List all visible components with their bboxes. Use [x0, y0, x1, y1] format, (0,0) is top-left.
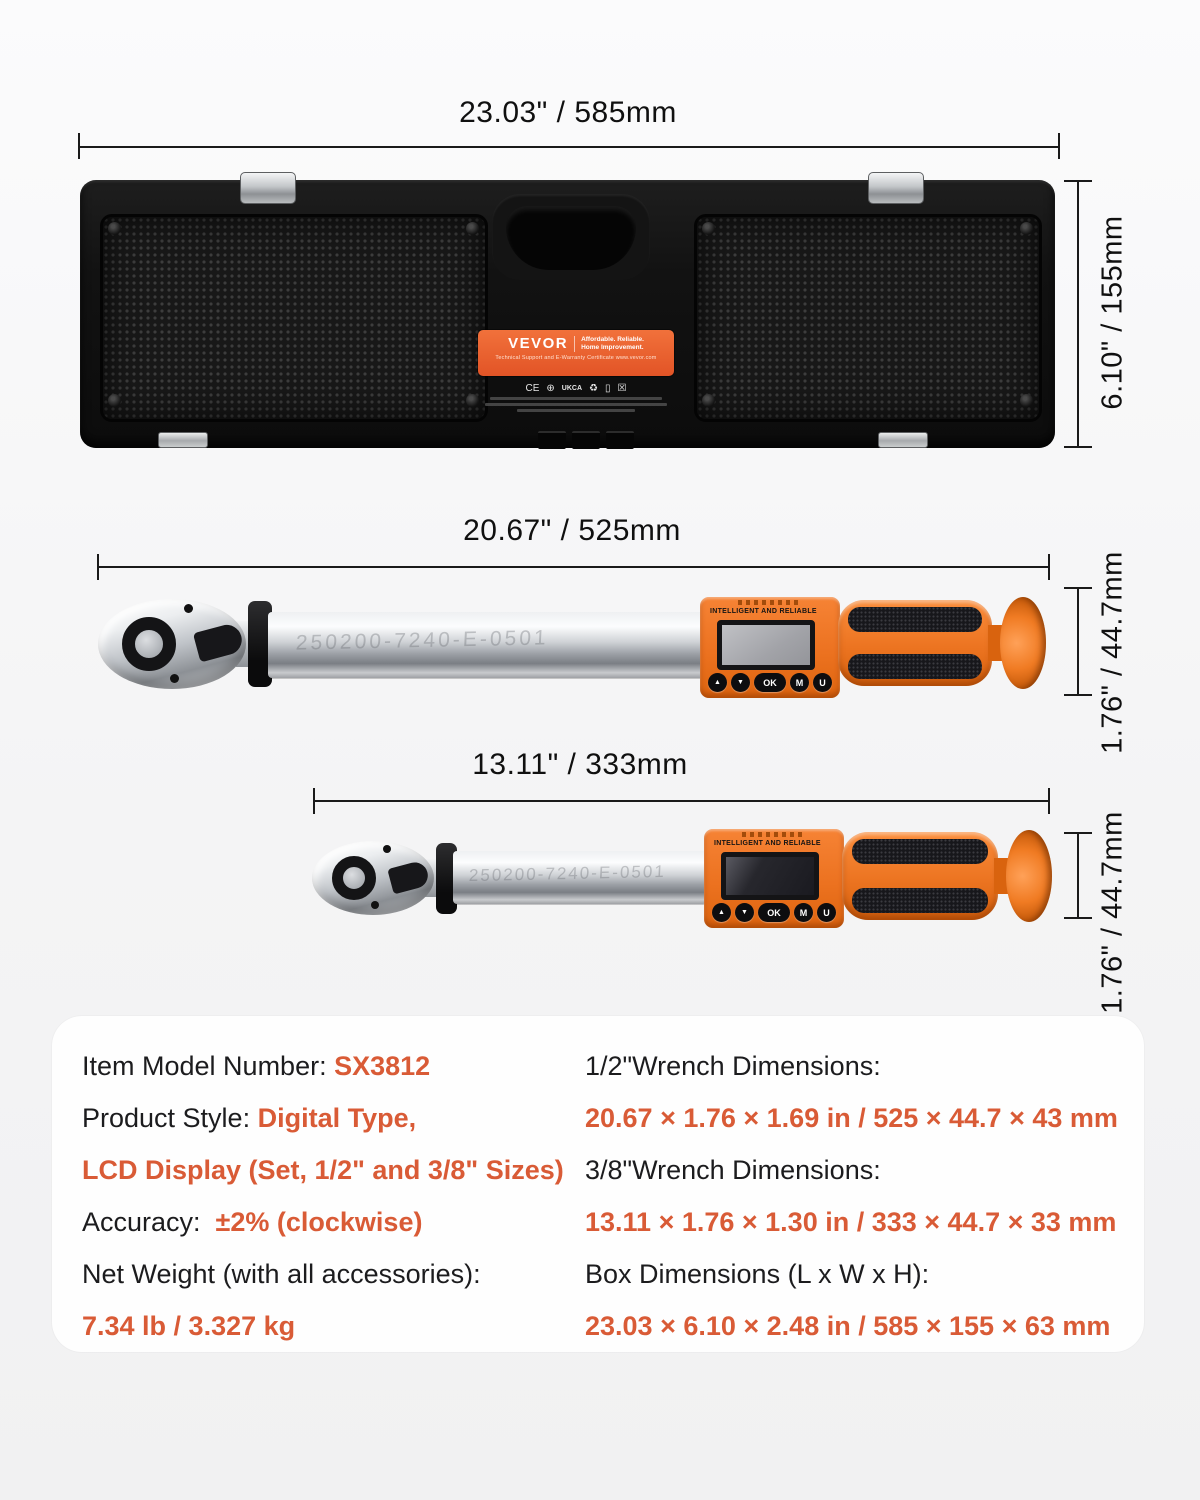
shaft-engraving: 250200-7240-E-0501 [468, 861, 667, 886]
case-height-dimension-label: 6.10" / 155mm [1096, 215, 1129, 410]
battery-icon: ▯ [605, 383, 611, 394]
m-button: M [790, 673, 809, 692]
label-subline: Technical Support and E-Warranty Certificate www.vevor.com [495, 355, 657, 361]
screw-icon [1020, 394, 1033, 407]
up-button: ▲ [708, 673, 727, 692]
ok-button: OK [754, 673, 786, 692]
screw-icon [702, 222, 715, 235]
display-module-title: INTELLIGENT AND RELIABLE [714, 840, 821, 847]
down-button: ▼ [731, 673, 750, 692]
case-handle-opening [506, 206, 636, 270]
spec-label: Box Dimensions (L x W x H): [585, 1259, 930, 1289]
lcd-screen [717, 620, 815, 670]
screw-icon [108, 394, 121, 407]
spec-value: ±2% (clockwise) [215, 1207, 423, 1237]
wrench-half-length-line [97, 566, 1050, 568]
spec-label: Net Weight (with all accessories): [82, 1259, 481, 1289]
ok-button: OK [758, 903, 790, 922]
spec-row [585, 1098, 1130, 1150]
head-pin-icon [184, 604, 193, 613]
spec-row [82, 1150, 582, 1202]
head-pin-icon [371, 901, 379, 909]
spec-value: 13.11 × 1.76 × 1.30 in / 333 × 44.7 × 33 mm [585, 1207, 1117, 1237]
case-latch-right [868, 172, 924, 204]
recycle-icon: ♻ [589, 383, 598, 394]
case-latch-left [240, 172, 296, 204]
end-cap [1000, 597, 1046, 689]
spec-label: Item Model Number: [82, 1051, 335, 1081]
spec-panel [52, 1016, 1144, 1352]
head-pin-icon [170, 674, 179, 683]
spec-column-left [82, 1046, 582, 1358]
hinge-tab [572, 431, 600, 449]
case-width-dimension-line [78, 146, 1060, 148]
grip-texture [852, 839, 988, 864]
dimension-tick [1048, 554, 1050, 580]
spec-label: 3/8"Wrench Dimensions: [585, 1155, 881, 1185]
digital-display-module [700, 597, 840, 698]
wrench-half-height-line [1077, 588, 1079, 695]
spec-row [585, 1254, 1130, 1306]
spec-value: 7.34 lb / 3.327 kg [82, 1311, 296, 1341]
spec-label: Product Style: [82, 1103, 258, 1133]
spec-label: Accuracy: [82, 1207, 216, 1237]
waste-bin-icon: ☒ [617, 383, 627, 394]
digital-display-module [704, 829, 844, 928]
wrench-half-height-label: 1.76" / 44.7mm [1096, 551, 1129, 754]
lcd-screen [721, 852, 819, 900]
spec-row [585, 1202, 1130, 1254]
drive-socket-icon [122, 617, 176, 671]
case-foot [158, 432, 208, 448]
brand-logo: VEVOR [508, 335, 569, 352]
case-height-dimension-line [1077, 181, 1079, 447]
wrench-three-eighth-height-line [1077, 833, 1079, 918]
wrench-three-eighth-length-line [313, 800, 1050, 802]
fine-print-line [485, 403, 667, 406]
spec-row [82, 1046, 582, 1098]
carrying-case [80, 180, 1055, 448]
screw-icon [108, 222, 121, 235]
vevor-label [478, 330, 674, 416]
spec-row [82, 1306, 582, 1358]
spec-row [82, 1202, 582, 1254]
m-button: M [794, 903, 813, 922]
button-row [700, 673, 840, 692]
label-tagline-2: Home Improvement. [581, 343, 644, 351]
label-tagline-1: Affordable. Reliable. [581, 335, 644, 343]
spec-value: 23.03 × 6.10 × 2.48 in / 585 × 155 × 63 mm [585, 1311, 1111, 1341]
wrench-shaft [453, 851, 707, 904]
grip-texture [848, 654, 982, 679]
drive-socket-icon [332, 856, 376, 900]
wrench-three-eighth-height-label: 1.76" / 44.7mm [1096, 811, 1129, 1014]
hinge-tab [538, 431, 566, 449]
ukca-mark-icon: UKCA [561, 385, 583, 392]
wrench-three-eighth-length-label: 13.11" / 333mm [472, 748, 688, 781]
case-texture-panel-left [100, 214, 488, 422]
handle-grip [838, 600, 992, 686]
wrench-shaft [268, 612, 704, 678]
fine-print-line [490, 397, 662, 400]
spec-row [585, 1150, 1130, 1202]
display-module-title: INTELLIGENT AND RELIABLE [710, 608, 817, 615]
spec-label: 1/2"Wrench Dimensions: [585, 1051, 881, 1081]
dimension-tick [1058, 133, 1060, 159]
vent-slits [742, 832, 806, 837]
screw-icon [702, 394, 715, 407]
down-button: ▼ [735, 903, 754, 922]
case-texture-panel-right [694, 214, 1042, 422]
head-pin-icon [383, 845, 391, 853]
button-row [704, 903, 844, 922]
spec-value: 20.67 × 1.76 × 1.69 in / 525 × 44.7 × 43 mm [585, 1103, 1118, 1133]
spec-row [585, 1046, 1130, 1098]
spec-value: Digital Type, [257, 1103, 417, 1133]
dimension-tick [78, 133, 80, 159]
fine-print-line [517, 409, 635, 412]
spec-column-right [585, 1046, 1130, 1358]
end-cap [1006, 830, 1052, 922]
screw-icon [466, 222, 479, 235]
handle-grip [842, 832, 998, 920]
vent-slits [738, 600, 802, 605]
dimension-tick [313, 788, 315, 814]
up-button: ▲ [712, 903, 731, 922]
ce-mark-icon: CE [525, 383, 540, 394]
spec-row [82, 1098, 582, 1150]
wrench-half-length-label: 20.67" / 525mm [463, 514, 681, 547]
grip-texture [852, 888, 988, 913]
case-width-dimension-label: 23.03" / 585mm [459, 96, 677, 129]
grip-texture [848, 607, 982, 632]
spec-value: LCD Display (Set, 1/2" and 3/8" Sizes) [82, 1155, 564, 1185]
certification-marks [478, 383, 674, 394]
case-foot [878, 432, 928, 448]
shaft-engraving: 250200-7240-E-0501 [295, 626, 550, 655]
spec-row [585, 1306, 1130, 1358]
globe-icon: ⊕ [546, 383, 555, 394]
vevor-label-band [478, 330, 674, 376]
dimension-tick [1048, 788, 1050, 814]
spec-value: SX3812 [334, 1051, 431, 1081]
u-button: U [813, 673, 832, 692]
hinge-tab [606, 431, 634, 449]
u-button: U [817, 903, 836, 922]
spec-row [82, 1254, 582, 1306]
screw-icon [1020, 222, 1033, 235]
label-divider [574, 336, 575, 352]
dimension-tick [97, 554, 99, 580]
